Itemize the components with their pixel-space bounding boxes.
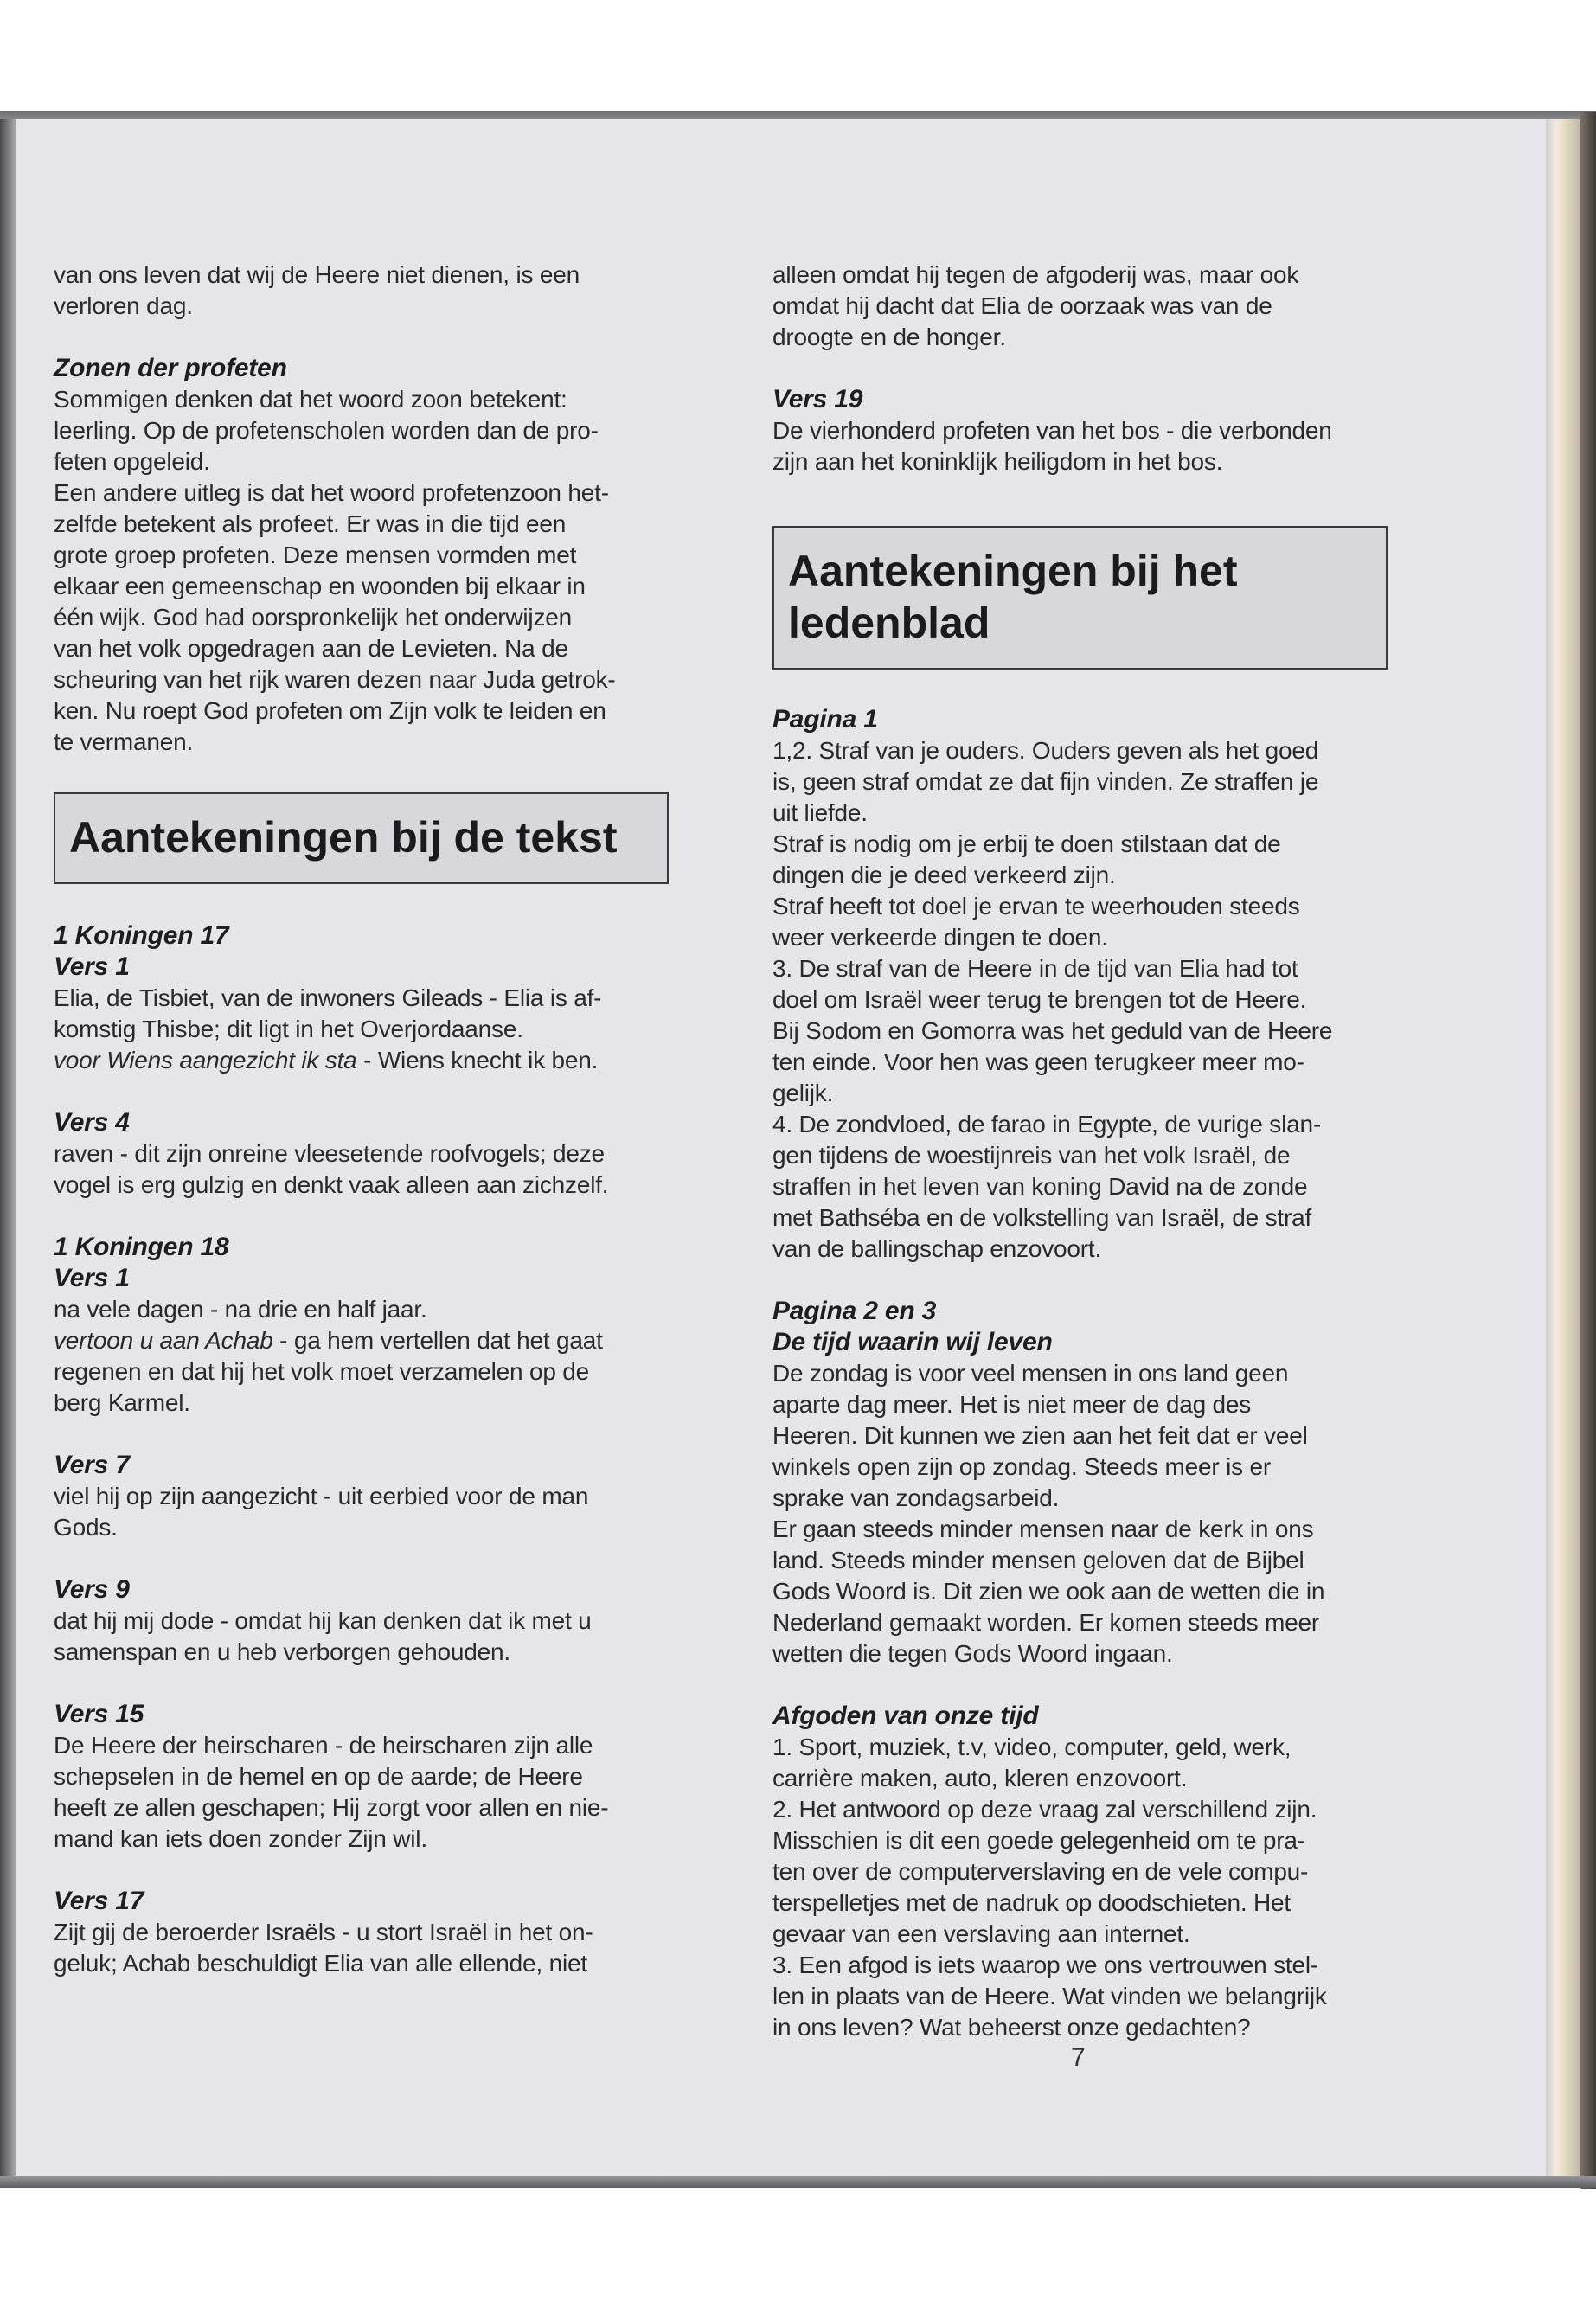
text-line: dat hij mij dode - omdat hij kan denken dat ik met u <box>54 1607 592 1634</box>
text-line: na vele dagen - na drie en half jaar. <box>54 1296 427 1323</box>
text-line: leerling. Op de profetenscholen worden dan de pro- <box>54 417 599 444</box>
verse-heading: Vers 4 <box>54 1108 130 1137</box>
page-reference-heading: Pagina 2 en 3 <box>772 1297 937 1325</box>
page-number: 7 <box>1071 2043 1086 2072</box>
text-fragment: - Wiens knecht ik ben. <box>356 1047 599 1074</box>
text-line: ken. Nu roept God profeten om Zijn volk te leiden en <box>54 697 606 724</box>
boxed-heading: Aantekeningen bij de tekst <box>54 792 669 884</box>
text-line: Gods. <box>54 1514 118 1541</box>
text-line: gelijk. <box>772 1080 834 1106</box>
text-line: De Heere der heirscharen - de heirscharen zijn alle <box>54 1732 593 1759</box>
verse-heading: Vers 15 <box>54 1700 144 1728</box>
text-line: verloren dag. <box>54 292 193 319</box>
chapter-heading: 1 Koningen 18 <box>54 1233 229 1261</box>
verse-heading: Vers 1 <box>54 1264 130 1292</box>
text-line: gevaar van een verslaving aan internet. <box>772 1920 1190 1947</box>
text-line: Nederland gemaakt worden. Er komen steeds meer <box>772 1609 1320 1636</box>
text-line: Misschien is dit een goede gelegenheid om te pra- <box>772 1827 1305 1854</box>
text-line: Heeren. Dit kunnen we zien aan het feit dat er veel <box>772 1422 1308 1449</box>
text-line: met Bathséba en de volkstelling van Israël, de straf <box>772 1204 1312 1231</box>
text-line: samenspan en u heb verborgen gehouden. <box>54 1638 510 1665</box>
text-line: regenen en dat hij het volk moet verzamelen op de <box>54 1358 590 1385</box>
text-line <box>54 1045 672 1076</box>
text-line: aparte dag meer. Het is niet meer de dag des <box>772 1391 1252 1418</box>
text-line: sprake van zondagsarbeid. <box>772 1484 1060 1511</box>
text-line: Straf is nodig om je erbij te doen stilstaan dat de <box>772 830 1281 857</box>
scan-bottom-edge <box>0 2176 1596 2188</box>
boxed-heading: Aantekeningen bij het ledenblad <box>772 526 1388 670</box>
text-line: grote groep profeten. Deze mensen vormden met <box>54 542 577 568</box>
text-line: Er gaan steeds minder mensen naar de kerk in ons <box>772 1516 1314 1542</box>
text-line: één wijk. God had oorspronkelijk het onderwijzen <box>54 604 572 631</box>
text-line: van het volk opgedragen aan de Levieten. Na de <box>54 635 568 662</box>
section-heading: De tijd waarin wij leven <box>772 1328 1053 1356</box>
page-reference-heading: Pagina 1 <box>772 705 878 734</box>
text-line: wetten die tegen Gods Woord ingaan. <box>772 1640 1173 1667</box>
text-line: te vermanen. <box>54 728 194 755</box>
text-line: 3. De straf van de Heere in de tijd van Elia had tot <box>772 955 1298 982</box>
text-line: De vierhonderd profeten van het bos - die verbonden <box>772 417 1332 444</box>
text-line: raven - dit zijn onreine vleesetende roofvogels; deze <box>54 1140 605 1167</box>
text-line: carrière maken, auto, kleren enzovoort. <box>772 1765 1188 1791</box>
text-line: land. Steeds minder mensen geloven dat de Bijbel <box>772 1547 1304 1574</box>
text-line: elkaar een gemeenschap en woonden bij elkaar in <box>54 573 586 599</box>
text-line: 1. Sport, muziek, t.v, video, computer, geld, werk, <box>772 1734 1292 1760</box>
text-line: 4. De zondvloed, de farao in Egypte, de vurige slan- <box>772 1111 1321 1138</box>
text-line: Een andere uitleg is dat het woord profetenzoon het- <box>54 479 609 506</box>
text-line: terspelletjes met de nadruk op doodschieten. Het <box>772 1889 1291 1916</box>
text-line: Gods Woord is. Dit zien we ook aan de wetten die in <box>772 1578 1325 1605</box>
text-line: in ons leven? Wat beheerst onze gedachten? <box>772 2014 1251 2041</box>
text-line: Elia, de Tisbiet, van de inwoners Gileads - Elia is af- <box>54 984 602 1011</box>
text-line: geluk; Achab beschuldigt Elia van alle ellende, niet <box>54 1950 587 1977</box>
text-line: viel hij op zijn aangezicht - uit eerbied voor de man <box>54 1483 589 1509</box>
text-line: doel om Israël weer terug te brengen tot de Heere. <box>772 986 1307 1013</box>
text-line: berg Karmel. <box>54 1389 190 1416</box>
text-line: scheuring van het rijk waren dezen naar Juda getrok- <box>54 666 616 693</box>
text-line: mand kan iets doen zonder Zijn wil. <box>54 1825 427 1852</box>
verse-heading: Vers 7 <box>54 1451 130 1479</box>
text-line: Straf heeft tot doel je ervan te weerhouden steeds <box>772 893 1300 920</box>
text-line: dingen die je deed verkeerd zijn. <box>772 862 1116 888</box>
text-line: 1,2. Straf van je ouders. Ouders geven als het goed <box>772 737 1319 764</box>
text-line: len in plaats van de Heere. Wat vinden we belangrijk <box>772 1983 1327 2009</box>
text-line: vogel is erg gulzig en denkt vaak alleen aan zichzelf. <box>54 1171 609 1198</box>
text-line: schepselen in de hemel en op de aarde; de Heere <box>54 1763 583 1790</box>
text-line: alleen omdat hij tegen de afgoderij was, maar ook <box>772 261 1299 288</box>
text-line: heeft ze allen geschapen; Hij zorgt voor allen en nie- <box>54 1794 609 1821</box>
italic-term: vertoon u aan Achab <box>54 1327 273 1354</box>
verse-heading: Vers 9 <box>54 1575 130 1604</box>
text-line: komstig Thisbe; dit ligt in het Overjordaanse. <box>54 1016 523 1042</box>
text-line: Bij Sodom en Gomorra was het geduld van de Heere <box>772 1017 1333 1044</box>
verse-heading: Vers 19 <box>772 385 863 413</box>
text-line: zelfde betekent als profeet. Er was in die tijd een <box>54 510 567 537</box>
text-line: feten opgeleid. <box>54 448 210 475</box>
text-line: omdat hij dacht dat Elia de oorzaak was van de <box>772 292 1272 319</box>
left-column <box>54 260 672 1979</box>
text-line: 3. Een afgod is iets waarop we ons vertrouwen stel- <box>772 1952 1319 1978</box>
section-heading: Afgoden van onze tijd <box>772 1702 1039 1730</box>
text-line: is, geen straf omdat ze dat fijn vinden. Ze straffen je <box>772 768 1319 795</box>
text-line: 2. Het antwoord op deze vraag zal verschillend zijn. <box>772 1796 1317 1823</box>
right-column <box>772 260 1391 2043</box>
text-line: van ons leven dat wij de Heere niet dienen, is een <box>54 261 580 288</box>
book-cover-edge <box>1580 112 1596 2189</box>
text-line: weer verkeerde dingen te doen. <box>772 924 1108 951</box>
verse-heading: Vers 17 <box>54 1887 144 1915</box>
text-line: droogte en de honger. <box>772 324 1006 350</box>
text-line: Sommigen denken dat het woord zoon betekent: <box>54 386 567 413</box>
chapter-heading: 1 Koningen 17 <box>54 921 229 950</box>
text-line: van de ballingschap enzovoort. <box>772 1235 1102 1262</box>
page-edge <box>1546 119 1580 2182</box>
binding-shadow <box>0 119 16 2182</box>
text-line: uit liefde. <box>772 799 868 826</box>
section-heading: Zonen der profeten <box>54 354 287 382</box>
text-line: ten over de computerverslaving en de vele compu- <box>772 1858 1309 1885</box>
text-line: ten einde. Voor hen was geen terugkeer meer mo- <box>772 1048 1304 1075</box>
text-line: straffen in het leven van koning David na de zonde <box>772 1173 1308 1200</box>
text-line: winkels open zijn op zondag. Steeds meer is er <box>772 1453 1272 1480</box>
text-line: gen tijdens de woestijnreis van het volk Israël, de <box>772 1142 1291 1169</box>
text-line: zijn aan het koninklijk heiligdom in het bos. <box>772 448 1223 475</box>
verse-heading: Vers 1 <box>54 952 130 981</box>
text-fragment: - ga hem vertellen dat het gaat <box>272 1327 603 1354</box>
text-line <box>54 1325 672 1356</box>
italic-term: voor Wiens aangezicht ik sta <box>54 1047 357 1074</box>
text-line: Zijt gij de beroerder Israëls - u stort Israël in het on- <box>54 1919 593 1945</box>
text-line: De zondag is voor veel mensen in ons land geen <box>772 1360 1289 1387</box>
